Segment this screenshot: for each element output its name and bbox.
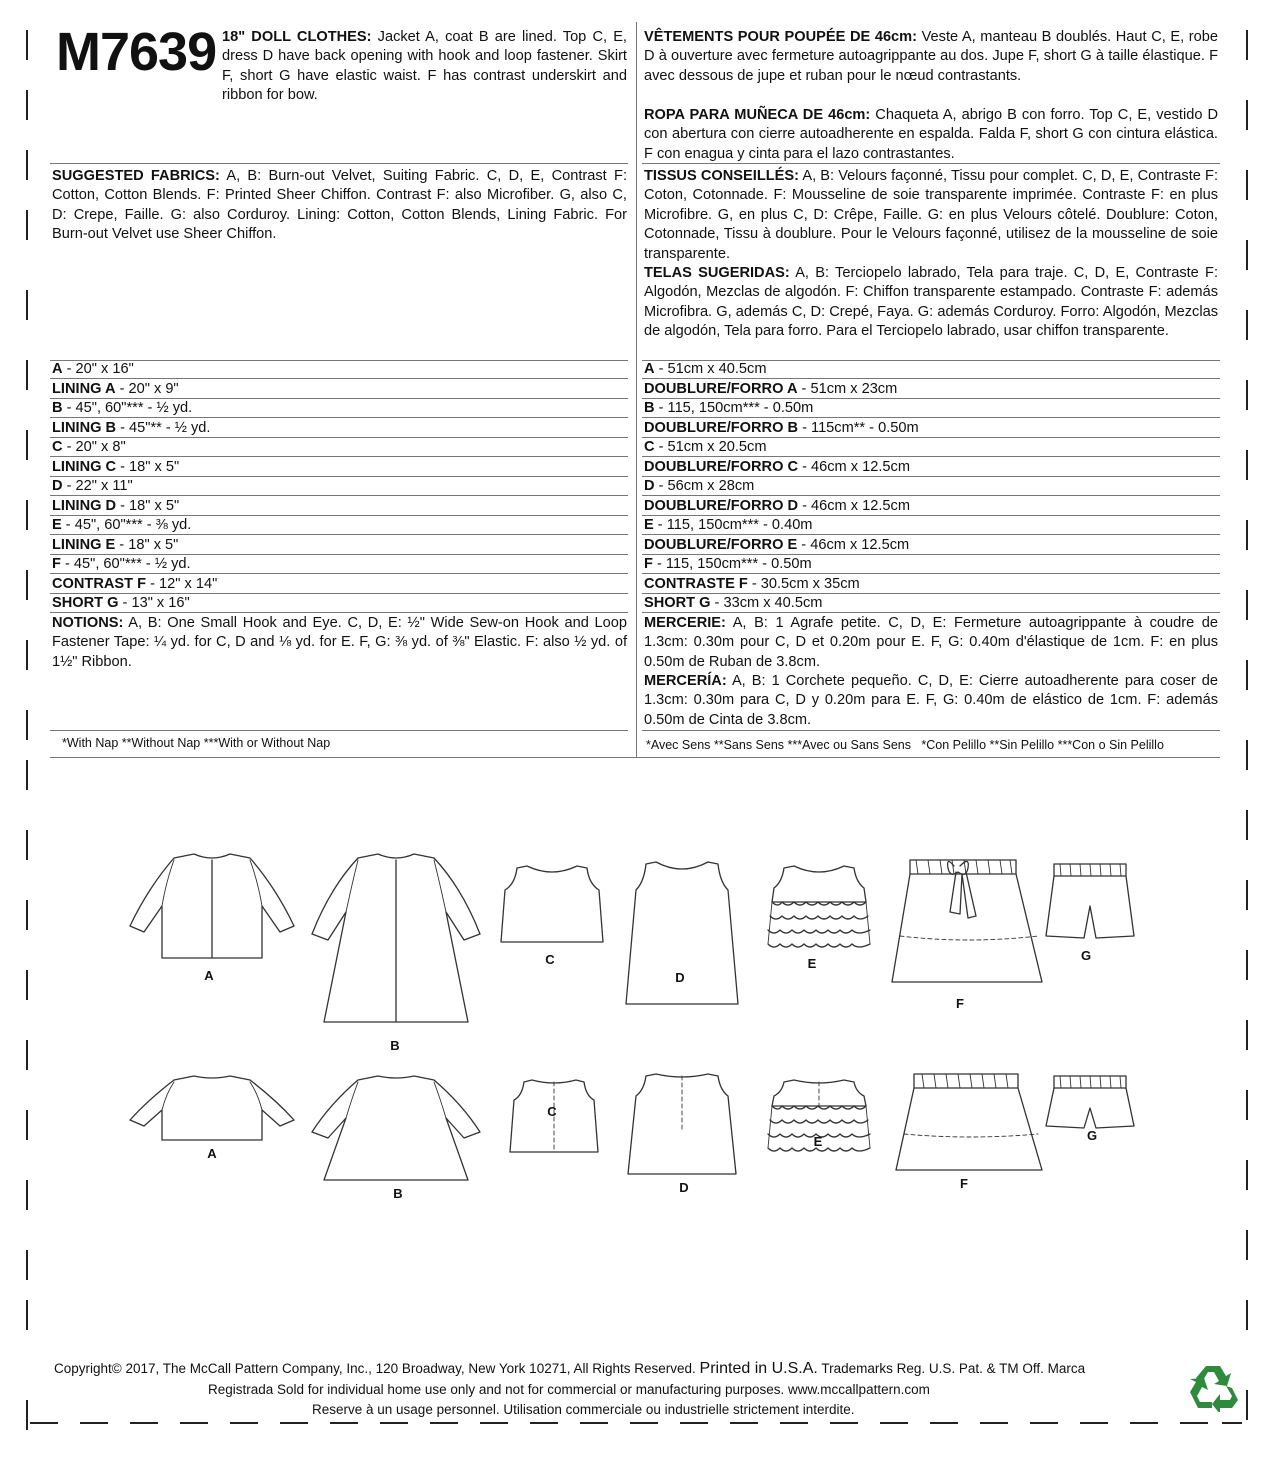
yardage-label: LINING E — [52, 536, 116, 553]
cut-mark — [1246, 1300, 1248, 1330]
cut-mark — [1246, 950, 1248, 980]
yardage-row: CONTRAST F - 12" x 14" — [52, 575, 218, 592]
yardage-label: DOUBLURE/FORRO B — [644, 419, 799, 436]
cut-mark — [26, 760, 28, 790]
cut-mark — [1246, 740, 1248, 770]
yardage-row: LINING C - 18" x 5" — [52, 458, 180, 475]
yardage-row: F - 115, 150cm*** - 0.50m — [644, 556, 812, 572]
skirt-f-front-drawing — [888, 852, 1048, 990]
shorts-g-front-drawing — [1040, 858, 1140, 944]
cut-mark — [26, 640, 28, 670]
yardage-value: 56cm x 28cm — [667, 478, 755, 494]
cut-mark — [26, 830, 28, 860]
cut-mark — [26, 570, 28, 600]
cut-mark — [1246, 810, 1248, 840]
yardage-value: 115cm** - 0.50m — [811, 419, 919, 436]
yardage-label: DOUBLURE/FORRO C — [644, 458, 799, 475]
shorts-g-back-drawing — [1040, 1070, 1140, 1132]
cut-mark — [1246, 100, 1248, 130]
yardage-row: LINING D - 18" x 5" — [52, 497, 180, 514]
view-label: D — [679, 1180, 689, 1195]
jacket-a-back-drawing — [124, 1070, 304, 1145]
coat-b-front-drawing — [300, 848, 490, 1028]
yardage-row: DOUBLURE/FORRO E - 46cm x 12.5cm — [644, 536, 910, 553]
cut-mark — [1246, 450, 1248, 480]
cut-mark — [1246, 1390, 1248, 1420]
yardage-label: A — [644, 361, 655, 377]
yardage-label: LINING B — [52, 419, 117, 436]
cut-mark — [26, 1040, 28, 1070]
yardage-label: DOUBLURE/FORRO A — [644, 380, 798, 397]
view-label: E — [813, 1134, 823, 1149]
french-description: VÊTEMENTS POUR POUPÉE DE 46cm: Veste A, manteau B doublés. Haut C, E, robe D à ouverture avec fermeture autoagrippante au dos. Jupe F, short G à taille élastique. F avec dessous de jupe et ruban pour le nœud contrastants. — [644, 29, 1218, 84]
yardage-value: 115, 150cm*** - 0.50m — [667, 400, 814, 416]
yardage-row: A - 20" x 16" — [52, 361, 134, 377]
yardage-label: D — [644, 478, 655, 494]
cut-mark — [26, 500, 28, 530]
yardage-value: 18" x 5" — [129, 458, 180, 475]
yardage-label: CONTRASTE F — [644, 575, 748, 592]
yardage-value: 115, 150cm*** - 0.40m — [666, 517, 813, 533]
french-notions: MERCERIE: A, B: 1 Agrafe petite. C, D, E: Fermeture autoagrippante à coudre de 1.3cm: 0.30m pour C, D et 0.20m pour E. F, G: 0.40m d'élastique de 1cm. F: en plus 0.50m de Ruban de 3.8cm. — [644, 615, 1219, 670]
yardage-value: 51cm x 40.5cm — [667, 361, 767, 377]
yardage-label: DOUBLURE/FORRO E — [644, 536, 798, 553]
cut-mark — [1246, 520, 1248, 550]
top-e-front-drawing — [764, 862, 874, 957]
cut-mark — [1246, 30, 1248, 60]
yardage-label: F — [644, 556, 653, 572]
yardage-label: A — [52, 361, 63, 377]
cut-mark — [1246, 880, 1248, 910]
yardage-value: 20" x 9" — [128, 380, 179, 397]
yardage-value: 33cm x 40.5cm — [723, 595, 823, 611]
yardage-value: 20" x 8" — [75, 439, 126, 455]
yardage-label: D — [52, 478, 63, 494]
cut-mark — [26, 1110, 28, 1140]
yardage-value: 51cm x 20.5cm — [667, 439, 767, 455]
french-spanish-nap-note: *Avec Sens **Sans Sens ***Avec ou Sans Sens *Con Pelillo **Sin Pelillo ***Con o Sin Pelillo — [646, 738, 1164, 752]
yardage-label: F — [52, 556, 61, 572]
english-notions: NOTIONS: A, B: One Small Hook and Eye. C, D, E: ½" Wide Sew-on Hook and Loop Fastener Tape: ¼ yd. for C, D and ⅛ yd. for E. F, G: ⅜ yd. of ⅜" Elastic. F: also ½ yd. of 1½" Ribbon. — [52, 615, 627, 670]
yardage-value: 18" x 5" — [129, 497, 180, 514]
yardage-label: SHORT G — [644, 595, 711, 611]
section-rule — [50, 360, 628, 361]
section-rule — [50, 163, 628, 164]
spanish-description: ROPA PARA MUÑECA DE 46cm: Chaqueta A, abrigo B con forro. Top C, E, vestido D con abertura con cierre autoadherente en espalda. Falda F, short G con cintura elástica. F con enagua y cinta para el lazo contrastantes. — [644, 107, 1218, 162]
english-description: 18" DOLL CLOTHES: Jacket A, coat B are lined. Top C, E, dress D have back opening with hook and loop fastener. Skirt F, short G have elastic waist. F has contrast underskirt and ribbon for bow. — [222, 29, 627, 104]
yardage-value: 20" x 16" — [75, 361, 134, 377]
yardage-row: CONTRASTE F - 30.5cm x 35cm — [644, 575, 860, 592]
yardage-row: DOUBLURE/FORRO C - 46cm x 12.5cm — [644, 458, 910, 475]
cut-mark — [1246, 380, 1248, 410]
yardage-value: 30.5cm x 35cm — [760, 575, 860, 592]
yardage-value: 45"** - ½ yd. — [129, 419, 211, 436]
yardage-value: 46cm x 12.5cm — [811, 458, 910, 475]
cut-mark — [26, 360, 28, 390]
cut-mark — [1246, 310, 1248, 340]
view-label: F — [960, 1176, 968, 1191]
spanish-notions: MERCERÍA: A, B: 1 Corchete pequeño. C, D, E: Cierre autoadherente para coser de 1.3cm: 0.30m para C, D y 0.20m para E. F, G: 0.40m de elástico de 1cm. F: además 0.50m de Cinta de 3.8cm. — [644, 673, 1219, 728]
view-label: F — [956, 996, 964, 1011]
cut-mark — [26, 1250, 28, 1280]
view-label: A — [204, 968, 214, 983]
view-label: G — [1080, 948, 1092, 963]
english-nap-note: *With Nap **Without Nap ***With or Without Nap — [62, 736, 331, 750]
yardage-row: C - 51cm x 20.5cm — [644, 439, 767, 455]
cut-mark — [26, 1180, 28, 1210]
yardage-row: E - 115, 150cm*** - 0.40m — [644, 517, 813, 533]
view-label: E — [807, 956, 817, 971]
view-label: B — [393, 1186, 403, 1201]
yardage-row: B - 115, 150cm*** - 0.50m — [644, 400, 814, 416]
yardage-value: 12" x 14" — [159, 575, 218, 592]
yardage-value: 46cm x 12.5cm — [811, 497, 910, 514]
yardage-row: D - 56cm x 28cm — [644, 478, 755, 494]
yardage-label: LINING A — [52, 380, 116, 397]
footer-line-2: Registrada Sold for individual home use only and not for commercial or manufacturing purposes. www.mccallpattern.com — [208, 1382, 930, 1397]
yardage-label: B — [52, 400, 63, 416]
cut-mark — [26, 430, 28, 460]
dress-d-back-drawing — [622, 1070, 742, 1178]
cut-mark — [1246, 660, 1248, 690]
yardage-row: B - 45", 60"*** - ½ yd. — [52, 400, 193, 416]
yardage-row: A - 51cm x 40.5cm — [644, 361, 767, 377]
cut-mark — [26, 1300, 28, 1330]
yardage-value: 22" x 11" — [75, 478, 133, 494]
footer-line-1: Copyright© 2017, The McCall Pattern Company, Inc., 120 Broadway, New York 10271, All Rights Reserved. Printed in U.S.A. Trademarks Reg. U.S. Pat. & TM Off. Marca — [54, 1360, 1086, 1377]
yardage-value: 18" x 5" — [128, 536, 179, 553]
cut-mark — [26, 970, 28, 1000]
cut-mark — [1246, 240, 1248, 270]
skirt-f-back-drawing — [892, 1066, 1048, 1176]
view-label: A — [207, 1146, 217, 1161]
yardage-row: DOUBLURE/FORRO B - 115cm** - 0.50m — [644, 419, 919, 436]
cut-mark — [26, 30, 28, 60]
cut-mark — [26, 210, 28, 240]
top-c-front-drawing — [497, 862, 607, 947]
view-label: B — [390, 1038, 400, 1053]
dress-d-front-drawing — [622, 858, 742, 1008]
yardage-label: C — [52, 439, 63, 455]
cut-mark — [1246, 1020, 1248, 1050]
yardage-row: SHORT G - 33cm x 40.5cm — [644, 595, 823, 611]
cut-mark — [1246, 1160, 1248, 1190]
yardage-value: 13" x 16" — [131, 595, 190, 611]
yardage-label: C — [644, 439, 655, 455]
yardage-label: B — [644, 400, 655, 416]
yardage-label: E — [52, 517, 62, 533]
pattern-number: M7639 — [56, 22, 217, 82]
view-label: C — [547, 1104, 557, 1119]
yardage-row: E - 45", 60"*** - ⅜ yd. — [52, 517, 192, 533]
yardage-value: 115, 150cm*** - 0.50m — [665, 556, 812, 572]
yardage-value: 45", 60"*** - ½ yd. — [73, 556, 191, 572]
yardage-row: C - 20" x 8" — [52, 439, 126, 455]
spanish-fabrics: TELAS SUGERIDAS: A, B: Terciopelo labrado, Tela para traje. C, D, E, Contraste F: Algodón, Mezclas de algodón. F: Chiffon transparente estampado. Contraste F: además Microfibra. G, además C, D: Crepé, Faya. G: además Corduroy. Forro: Algodón, Mezclas de algodón, Tela para forro. Para el Terciopelo labrado, usar chiffon transparente. — [644, 265, 1219, 340]
jacket-a-front-drawing — [124, 848, 304, 963]
yardage-label: CONTRAST F — [52, 575, 147, 592]
cut-mark — [1246, 1090, 1248, 1120]
view-label: G — [1086, 1128, 1098, 1143]
yardage-value: 46cm x 12.5cm — [810, 536, 910, 553]
footer-line-3: Reserve à un usage personnel. Utilisation commerciale ou industrielle strictement interdite. — [312, 1402, 855, 1417]
yardage-label: LINING D — [52, 497, 117, 514]
yardage-row: F - 45", 60"*** - ½ yd. — [52, 556, 191, 572]
cut-mark — [26, 290, 28, 320]
cut-mark — [1246, 590, 1248, 620]
cut-mark — [1246, 1230, 1248, 1260]
yardage-row: SHORT G - 13" x 16" — [52, 595, 190, 611]
view-label: D — [675, 970, 685, 985]
column-divider — [636, 22, 637, 758]
yardage-value: 51cm x 23cm — [810, 380, 898, 397]
yardage-row: LINING B - 45"** - ½ yd. — [52, 419, 211, 436]
cut-mark — [26, 1400, 28, 1430]
cut-mark — [26, 710, 28, 740]
yardage-value: 45", 60"*** - ½ yd. — [75, 400, 193, 416]
yardage-label: E — [644, 517, 654, 533]
recycle-icon — [1186, 1362, 1240, 1412]
english-fabrics: SUGGESTED FABRICS: A, B: Burn-out Velvet, Suiting Fabric. C, D, E, Contrast F: Cotton, Cotton Blends. F: Printed Sheer Chiffon. Contrast F: also Microfiber. G, also C, D: Crepe, Faille. G: also Corduroy. Lining: Cotton, Cotton Blends, Lining Fabric. For Burn-out Velvet use Sheer Chiffon. — [52, 168, 627, 243]
yardage-value: 45", 60"*** - ⅜ yd. — [74, 517, 192, 533]
coat-b-back-drawing — [300, 1070, 490, 1185]
cut-mark — [1246, 170, 1248, 200]
yardage-label: DOUBLURE/FORRO D — [644, 497, 799, 514]
french-fabrics: TISSUS CONSEILLÉS: A, B: Velours façonné, Tissu pour complet. C, D, E, Contraste F: Coton, Cotonnade. F: Mousseline de soie transparente imprimée. Contraste F: en plus Microfibre. G, en plus C, D: Crêpe, Faille. G: en plus Velours côtelé. Doublure: Coton, Cotonnade, Tissu à doublure. Pour le Velours façonné, utilisez de la mousseline de soie transparente. — [644, 168, 1219, 262]
view-label: C — [545, 952, 555, 967]
cut-mark — [26, 900, 28, 930]
yardage-label: SHORT G — [52, 595, 119, 611]
yardage-label: LINING C — [52, 458, 117, 475]
yardage-row: DOUBLURE/FORRO A - 51cm x 23cm — [644, 380, 898, 397]
yardage-row: LINING E - 18" x 5" — [52, 536, 179, 553]
cut-mark — [26, 150, 28, 180]
cut-mark — [26, 90, 28, 120]
bottom-rule — [50, 757, 1220, 758]
yardage-row: D - 22" x 11" — [52, 478, 133, 494]
yardage-row: DOUBLURE/FORRO D - 46cm x 12.5cm — [644, 497, 910, 514]
yardage-row: LINING A - 20" x 9" — [52, 380, 179, 397]
